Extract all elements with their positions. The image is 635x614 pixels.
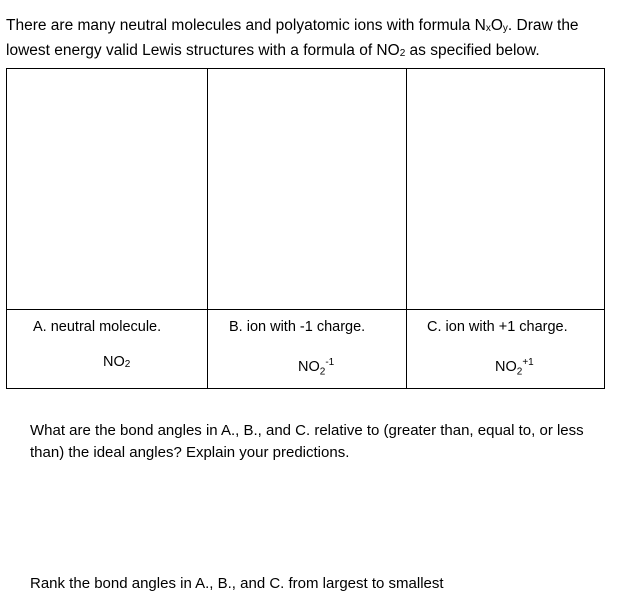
answer-table — [6, 68, 605, 389]
formula-a-subscript: 2 — [124, 359, 131, 370]
instructions-line2: lowest energy valid Lewis structures with a formula of NO — [6, 42, 400, 59]
row-divider — [7, 309, 604, 310]
drawing-area-b[interactable] — [208, 69, 406, 309]
subscript-y: y — [502, 23, 508, 34]
bond-angle-question: What are the bond angles in A., B., and C. relative to (greater than, equal to, or less than) the ideal angles? Explain your predictions. — [30, 422, 584, 461]
subscript-x: x — [485, 23, 491, 34]
instructions-line1: There are many neutral molecules and polyatomic ions with formula N — [6, 17, 486, 34]
instructions-line2-end: as specified below. — [405, 42, 540, 59]
formula-b-charge: -1 — [325, 357, 335, 368]
column-a-label: A. neutral molecule. — [33, 319, 162, 335]
formula-c-base: NO — [495, 358, 517, 375]
formula-b-base: NO — [298, 358, 320, 375]
subscript-2: 2 — [399, 48, 406, 59]
formula-a-base: NO — [103, 354, 125, 370]
formula-c — [495, 357, 534, 378]
formula-c-charge: +1 — [522, 357, 534, 368]
column-c-label: C. ion with +1 charge. — [427, 319, 568, 335]
instructions-line1-end: . Draw the — [507, 17, 579, 34]
formula-b-subscript: 2 — [319, 366, 326, 378]
column-b-label: B. ion with -1 charge. — [229, 319, 366, 335]
formula-c-subscript: 2 — [516, 366, 523, 378]
formula-a — [103, 354, 130, 370]
oxygen-symbol: O — [490, 17, 503, 34]
rank-question: Rank the bond angles in A., B., and C. from largest to smallest — [30, 575, 444, 592]
instructions-text — [6, 14, 626, 64]
formula-b — [298, 357, 334, 378]
drawing-area-a[interactable] — [7, 69, 207, 309]
drawing-area-c[interactable] — [407, 69, 604, 309]
